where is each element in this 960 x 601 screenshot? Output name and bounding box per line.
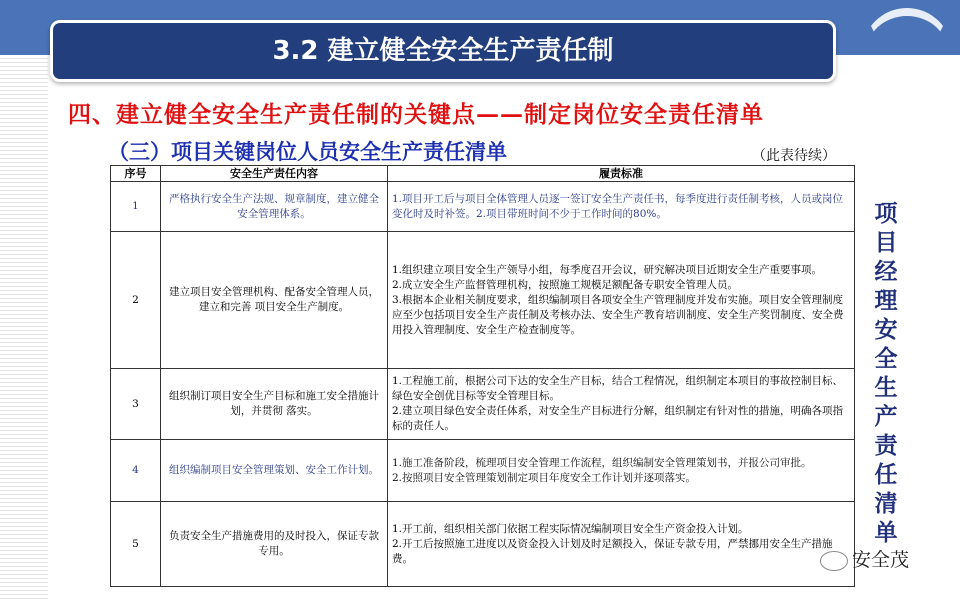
row-no: 2 [111,232,161,369]
side-char: 产 [874,404,898,430]
side-char: 生 [874,375,898,401]
table-row [111,440,855,502]
table-row [111,369,855,440]
row-no: 3 [111,369,161,440]
side-char: 安 [874,317,898,343]
responsibility-table [110,165,855,587]
decorative-arc [862,8,952,98]
side-char: 项 [874,201,898,227]
continued-note: （此表待续） [752,148,836,164]
table-row [111,182,855,232]
slide-title: 3.2 建立健全安全生产责任制 [50,20,836,82]
header-standard: 履责标准 [388,166,855,182]
row-content: 组织制订项目安全生产目标和施工安全措施计划，并贯彻 落实。 [161,369,388,440]
row-no: 4 [111,440,161,502]
row-content: 负责安全生产措施费用的及时投入，保证专款专用。 [161,502,388,587]
side-char: 清 [874,491,898,517]
side-char: 任 [874,462,898,488]
row-content: 组织编制项目安全管理策划、安全工作计划。 [161,440,388,502]
watermark-text: 安全茂 [852,549,910,571]
row-standard: 1.开工前，组织相关部门依据工程实际情况编制项目安全生产资金投入计划。 2.开工后按照施工进度以及资金投入计划及时足额投入，保证专款专用，严禁挪用安全生产措施费。 [388,502,855,587]
row-content: 建立项目安全管理机构、配备安全管理人员，建立和完善 项目安全生产制度。 [161,232,388,369]
watermark [820,545,909,572]
header-no: 序号 [111,166,161,182]
section-heading: 四、建立健全安全生产责任制的关键点——制定岗位安全责任清单 [68,101,764,128]
row-standard: 1.组织建立项目安全生产领导小组，每季度召开会议，研究解决项目近期安全生产重要事项。 2.成立安全生产监督管理机构，按照施工规模足额配备专职安全管理人员。 3.根据本企业相关制度要求，组织编制项目各项安全生产管理制度并发布实施。项目安全管理制度应至少包括项目安全生产责任制及考核办法、安全生产教育培训制度、安全生产奖罚制度、安全费用投入管理制度、安全生产检查制度等。 [388,232,855,369]
side-title [872,200,900,548]
side-char: 责 [874,433,898,459]
side-stripes [0,55,48,601]
header-content: 安全生产责任内容 [161,166,388,182]
side-char: 理 [874,288,898,314]
table-header [111,166,855,182]
side-char: 单 [874,520,898,546]
table-row [111,502,855,587]
sub-heading: （三）项目关键岗位人员安全生产责任清单 [108,140,507,164]
row-standard: 1.项目开工后与项目全体管理人员逐一签订安全生产责任书，每季度进行责任制考核，人员或岗位变化时及时补签。2.项目带班时间不少于工作时间的80%。 [388,182,855,232]
side-char: 经 [874,259,898,285]
row-content: 严格执行安全生产法规、规章制度，建立健全安全管理体系。 [161,182,388,232]
table-row [111,232,855,369]
row-standard: 1.工程施工前，根据公司下达的安全生产目标，结合工程情况，组织制定本项目的事故控制目标、绿色安全创优目标等安全管理目标。 2.建立项目绿色安全责任体系，对安全生产目标进行分解，组织制定有针对性的措施，明确各项指标的责任人。 [388,369,855,440]
row-standard: 1.施工准备阶段，梳理项目安全管理工作流程，组织编制安全管理策划书，并报公司审批。 2.按照项目安全管理策划制定项目年度安全工作计划并逐项落实。 [388,440,855,502]
side-char: 全 [874,346,898,372]
side-char: 目 [874,230,898,256]
row-no: 1 [111,182,161,232]
row-no: 5 [111,502,161,587]
wechat-icon [820,551,848,571]
